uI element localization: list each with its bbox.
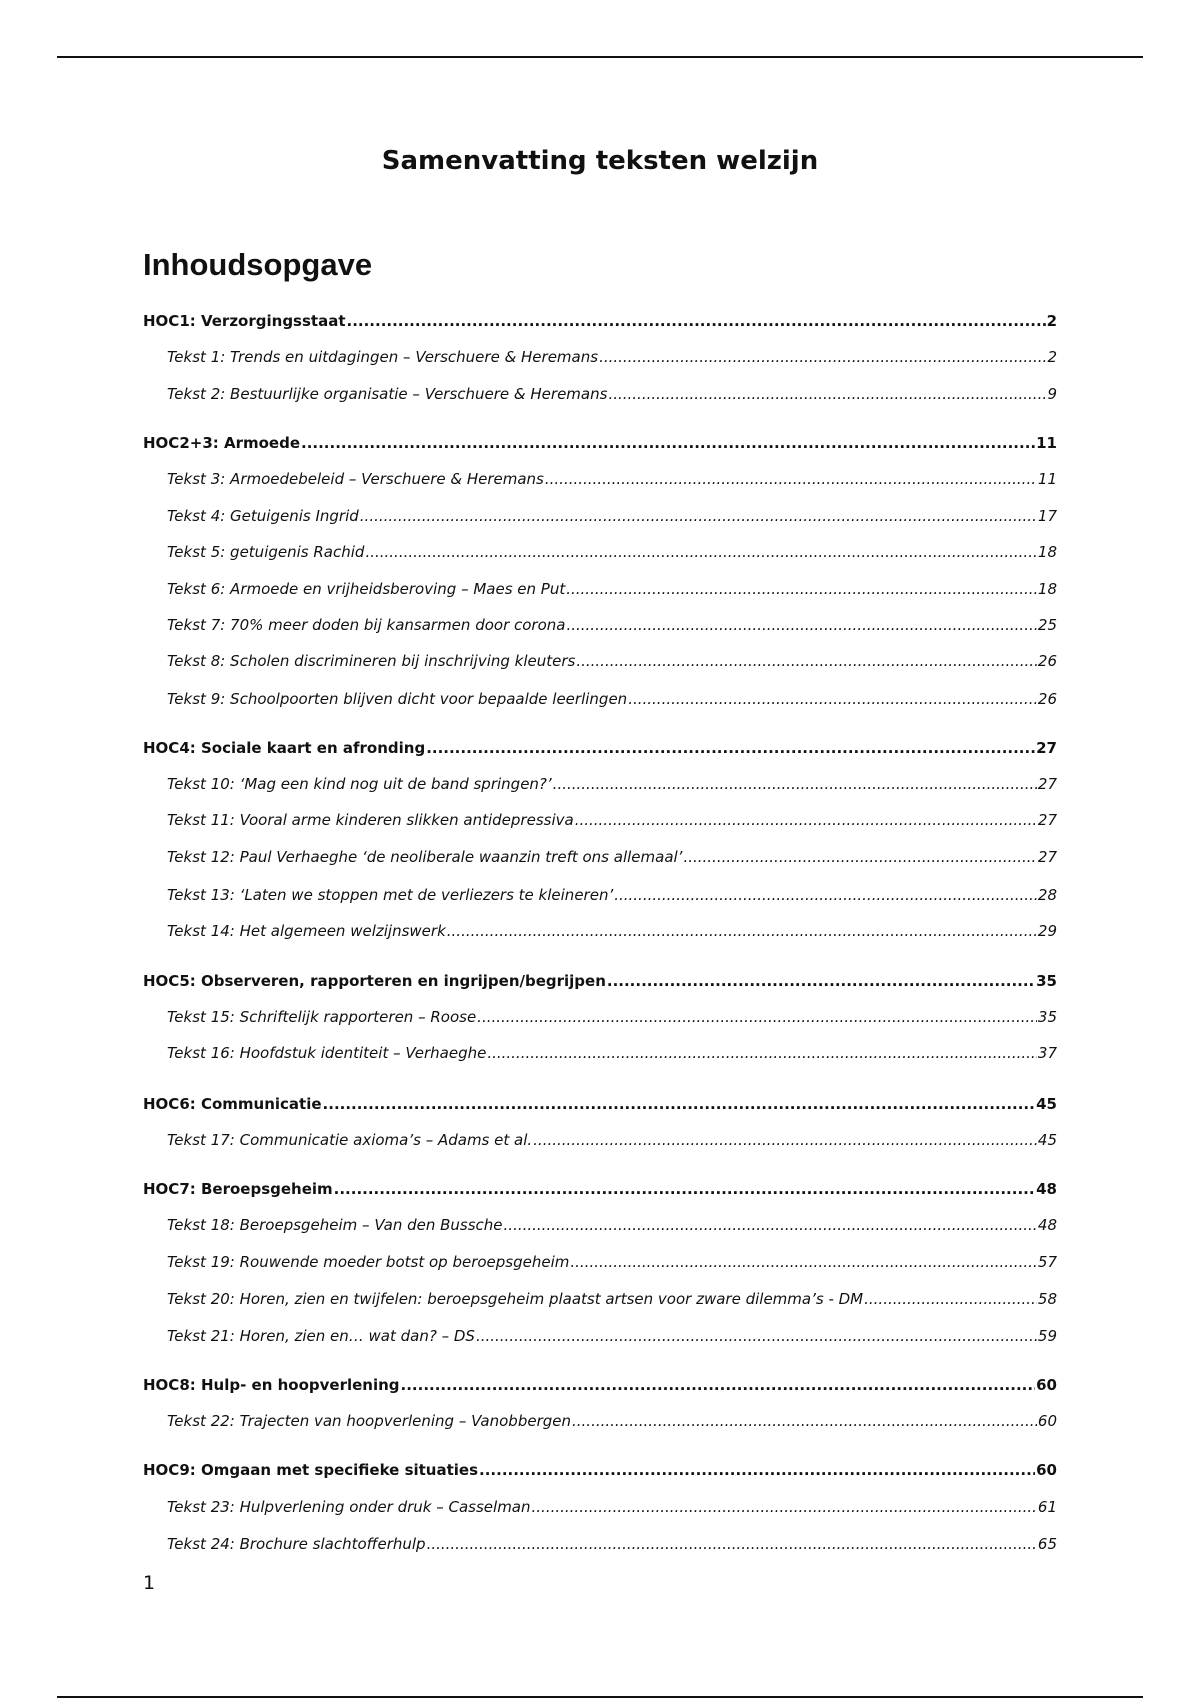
toc-entry-page: 9: [1047, 385, 1057, 403]
toc-section-entry[interactable]: [167, 1129, 1057, 1151]
toc-section-entry[interactable]: [167, 773, 1057, 795]
toc-entry-label: Tekst 4: Getuigenis Ingrid: [167, 507, 359, 525]
toc-section-entry[interactable]: [167, 809, 1057, 831]
toc-chapter-entry[interactable]: [143, 737, 1057, 759]
toc-entry-label: Tekst 13: ‘Laten we stoppen met de verliezers te kleineren’: [167, 886, 614, 904]
toc-entry-label: Tekst 7: 70% meer doden bij kansarmen door corona: [167, 616, 566, 634]
dot-leader: [301, 432, 1035, 454]
dot-leader: [566, 614, 1036, 636]
toc-entry-label: HOC2+3: Armoede: [143, 434, 301, 452]
toc-entry-label: Tekst 20: Horen, zien en twijfelen: beroepsgeheim plaatst artsen voor zware dilemma’s - DM: [167, 1290, 864, 1308]
toc-entry-page: 61: [1037, 1498, 1057, 1516]
dot-leader: [607, 970, 1035, 992]
toc-entry-label: HOC1: Verzorgingsstaat: [143, 312, 346, 330]
dot-leader: [479, 1459, 1035, 1481]
toc-entry-page: 2: [1046, 312, 1057, 330]
toc-chapter-entry[interactable]: [143, 1093, 1057, 1115]
toc-entry-label: HOC6: Communicatie: [143, 1095, 322, 1113]
page-number: 1: [143, 1572, 156, 1594]
dot-leader: [487, 1042, 1037, 1064]
toc-chapter-entry[interactable]: [143, 1459, 1057, 1481]
dot-leader: [476, 1325, 1037, 1347]
footer-rule: [57, 1696, 1143, 1698]
dot-leader: [628, 688, 1037, 710]
toc-entry-label: Tekst 18: Beroepsgeheim – Van den Bussche: [167, 1216, 503, 1234]
toc-entry-page: 27: [1036, 739, 1057, 757]
toc-entry-label: Tekst 14: Het algemeen welzijnswerk: [167, 922, 446, 940]
toc-entry-page: 17: [1037, 507, 1057, 525]
dot-leader: [576, 650, 1037, 672]
toc-entry-label: HOC7: Beroepsgeheim: [143, 1180, 333, 1198]
toc-entry-page: 29: [1037, 922, 1057, 940]
toc-entry-page: 27: [1037, 811, 1057, 829]
toc-entry-label: Tekst 17: Communicatie axioma’s – Adams et al.: [167, 1131, 533, 1149]
toc-section-entry[interactable]: [167, 1006, 1057, 1028]
toc-section-entry[interactable]: [167, 541, 1057, 563]
toc-section-entry[interactable]: [167, 383, 1057, 405]
toc-section-entry[interactable]: [167, 614, 1057, 636]
dot-leader: [504, 1214, 1037, 1236]
toc-entry-label: Tekst 24: Brochure slachtofferhulp: [167, 1535, 426, 1553]
toc-entry-page: 60: [1037, 1412, 1057, 1430]
toc-section-entry[interactable]: [167, 1288, 1057, 1310]
toc-entry-label: Tekst 2: Bestuurlijke organisatie – Verschuere & Heremans: [167, 385, 608, 403]
toc-section-entry[interactable]: [167, 1410, 1057, 1432]
toc-section-entry[interactable]: [167, 884, 1057, 906]
toc-entry-label: Tekst 23: Hulpverlening onder druk – Casselman: [167, 1498, 531, 1516]
dot-leader: [545, 468, 1037, 490]
dot-leader: [334, 1178, 1035, 1200]
dot-leader: [575, 809, 1037, 831]
dot-leader: [570, 1251, 1037, 1273]
dot-leader: [608, 383, 1046, 405]
toc-entry-page: 11: [1036, 434, 1057, 452]
toc-section-entry[interactable]: [167, 1042, 1057, 1064]
dot-leader: [532, 1496, 1037, 1518]
toc-entry-label: Tekst 5: getuigenis Rachid: [167, 543, 365, 561]
toc-section-entry[interactable]: [167, 468, 1057, 490]
toc-entry-page: 27: [1037, 848, 1057, 866]
toc-chapter-entry[interactable]: [143, 1374, 1057, 1396]
dot-leader: [360, 505, 1037, 527]
toc-entry-page: 18: [1037, 543, 1057, 561]
toc-section-entry[interactable]: [167, 920, 1057, 942]
toc-chapter-entry[interactable]: [143, 970, 1057, 992]
dot-leader: [426, 737, 1035, 759]
toc-entry-page: 28: [1037, 886, 1057, 904]
dot-leader: [683, 846, 1036, 868]
toc-section-entry[interactable]: [167, 505, 1057, 527]
toc-entry-page: 27: [1037, 775, 1057, 793]
toc-entry-page: 59: [1037, 1327, 1057, 1345]
toc-entry-label: Tekst 10: ‘Mag een kind nog uit de band springen?’: [167, 775, 552, 793]
toc-entry-label: Tekst 3: Armoedebeleid – Verschuere & Heremans: [167, 470, 544, 488]
toc-entry-label: Tekst 6: Armoede en vrijheidsberoving – Maes en Put: [167, 580, 566, 598]
toc-section-entry[interactable]: [167, 1496, 1057, 1518]
toc-entry-label: Tekst 8: Scholen discrimineren bij inschrijving kleuters: [167, 652, 576, 670]
toc-entry-page: 26: [1037, 652, 1057, 670]
toc-entry-page: 35: [1037, 1008, 1057, 1026]
toc-section-entry[interactable]: [167, 1533, 1057, 1555]
dot-leader: [365, 541, 1036, 563]
toc-section-entry[interactable]: [167, 346, 1057, 368]
toc-entry-page: 48: [1037, 1216, 1057, 1234]
toc-entry-page: 65: [1037, 1535, 1057, 1553]
dot-leader: [427, 1533, 1037, 1555]
toc-entry-label: Tekst 21: Horen, zien en… wat dan? – DS: [167, 1327, 475, 1345]
toc-entry-label: HOC8: Hulp- en hoopverlening: [143, 1376, 400, 1394]
toc-entry-label: Tekst 11: Vooral arme kinderen slikken antidepressiva: [167, 811, 574, 829]
toc-entry-page: 25: [1037, 616, 1057, 634]
toc-chapter-entry[interactable]: [143, 432, 1057, 454]
dot-leader: [533, 1129, 1037, 1151]
toc-heading: Inhoudsopgave: [143, 247, 373, 282]
toc-section-entry[interactable]: [167, 846, 1057, 868]
dot-leader: [566, 578, 1037, 600]
dot-leader: [614, 884, 1037, 906]
toc-entry-page: 60: [1036, 1376, 1057, 1394]
toc-chapter-entry[interactable]: [143, 1178, 1057, 1200]
toc-entry-label: HOC4: Sociale kaart en afronding: [143, 739, 426, 757]
toc-entry-label: Tekst 16: Hoofdstuk identiteit – Verhaeghe: [167, 1044, 487, 1062]
toc-entry-label: Tekst 9: Schoolpoorten blijven dicht voor bepaalde leerlingen: [167, 690, 628, 708]
toc-entry-label: Tekst 22: Trajecten van hoopverlening – Vanobbergen: [167, 1412, 571, 1430]
toc-entry-page: 45: [1036, 1095, 1057, 1113]
toc-entry-page: 18: [1037, 580, 1057, 598]
toc-entry-page: 26: [1037, 690, 1057, 708]
toc-entry-page: 48: [1036, 1180, 1057, 1198]
toc-chapter-entry[interactable]: [143, 310, 1057, 332]
header-rule: [57, 56, 1143, 58]
toc-entry-label: Tekst 12: Paul Verhaeghe ‘de neoliberale waanzin treft ons allemaal’: [167, 848, 683, 866]
toc-entry-label: Tekst 1: Trends en uitdagingen – Verschuere & Heremans: [167, 348, 599, 366]
toc-entry-page: 35: [1036, 972, 1057, 990]
toc-section-entry[interactable]: [167, 1214, 1057, 1236]
dot-leader: [553, 773, 1037, 795]
toc-entry-label: HOC9: Omgaan met specifieke situaties: [143, 1461, 479, 1479]
toc-entry-label: Tekst 15: Schriftelijk rapporteren – Roose: [167, 1008, 477, 1026]
toc-section-entry[interactable]: [167, 1251, 1057, 1273]
document-title: Samenvatting teksten welzijn: [381, 146, 819, 176]
dot-leader: [323, 1093, 1036, 1115]
toc-entry-page: 37: [1037, 1044, 1057, 1062]
dot-leader: [864, 1288, 1037, 1310]
dot-leader: [572, 1410, 1037, 1432]
toc-entry-page: 60: [1036, 1461, 1057, 1479]
dot-leader: [347, 310, 1046, 332]
toc-entry-page: 45: [1037, 1131, 1057, 1149]
toc-entry-label: Tekst 19: Rouwende moeder botst op beroepsgeheim: [167, 1253, 570, 1271]
toc-entry-page: 2: [1047, 348, 1057, 366]
toc-entry-label: HOC5: Observeren, rapporteren en ingrijpen/begrijpen: [143, 972, 606, 990]
dot-leader: [477, 1006, 1037, 1028]
toc-section-entry[interactable]: [167, 688, 1057, 710]
toc-entry-page: 11: [1037, 470, 1057, 488]
toc-section-entry[interactable]: [167, 1325, 1057, 1347]
dot-leader: [401, 1374, 1036, 1396]
dot-leader: [599, 346, 1046, 368]
toc-entry-page: 58: [1037, 1290, 1057, 1308]
dot-leader: [447, 920, 1037, 942]
toc-entry-page: 57: [1037, 1253, 1057, 1271]
toc-section-entry[interactable]: [167, 650, 1057, 672]
toc-section-entry[interactable]: [167, 578, 1057, 600]
